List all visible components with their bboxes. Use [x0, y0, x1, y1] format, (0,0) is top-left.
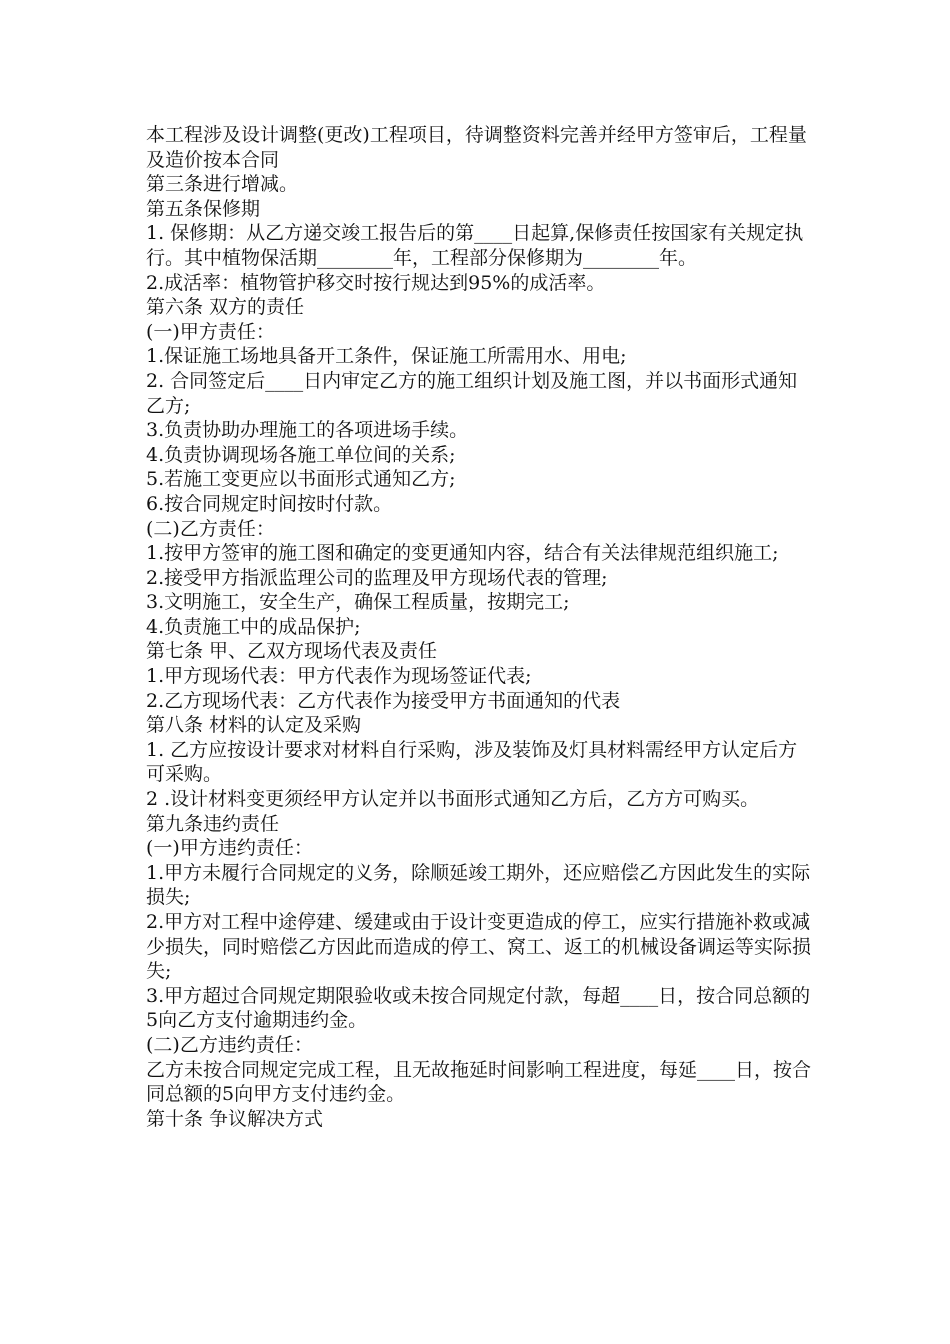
paragraph-line: 1.保证施工场地具备开工条件，保证施工所需用水、用电; — [146, 345, 627, 368]
subsection-heading: (一)甲方违约责任： — [146, 837, 313, 860]
paragraph-line: 1.甲方未履行合同规定的义务，除顺延竣工期外，还应赔偿乙方因此发生的实际损失; — [146, 861, 811, 909]
paragraph-line: 1. 保修期：从乙方递交竣工报告后的第____日起算,保修责任按国家有关规定执行。其中植物保活期________年，工程部分保修期为________年。 — [146, 222, 804, 269]
section-heading: 第八条 材料的认定及采购 — [146, 714, 362, 737]
paragraph-line: 3.文明施工，安全生产，确保工程质量，按期完工; — [146, 591, 570, 614]
paragraph-line: 6.按合同规定时间按时付款。 — [146, 492, 393, 515]
paragraph-line: 1. 乙方应按设计要求对材料自行采购，涉及装饰及灯具材料需经甲方认定后方可采购。 — [146, 738, 798, 786]
section-heading: 第五条保修期 — [146, 197, 261, 220]
paragraph-line: 2 .设计材料变更须经甲方认定并以书面形式通知乙方后，乙方方可购买。 — [146, 788, 760, 811]
paragraph-line: 4.负责协调现场各施工单位间的关系; — [146, 443, 456, 466]
paragraph-line: 2.乙方现场代表：乙方代表作为接受甲方书面通知的代表 — [146, 689, 621, 712]
paragraph-line: 2.接受甲方指派监理公司的监理及甲方现场代表的管理; — [146, 566, 608, 589]
section-heading: 第六条 双方的责任 — [146, 296, 305, 319]
paragraph-line: 2.甲方对工程中途停建、缓建或由于设计变更造成的停工，应实行措施补救或减少损失，同时赔偿乙方因此而造成的停工、窝工、返工的机械设备调运等实际损失; — [146, 911, 812, 983]
section-heading: 第十条 争议解决方式 — [146, 1107, 324, 1130]
subsection-heading: (一)甲方责任： — [146, 320, 275, 343]
paragraph-line: 本工程涉及设计调整(更改)工程项目，待调整资料完善并经甲方签审后，工程量及造价按本合同 — [146, 124, 807, 171]
paragraph-line: 乙方未按合同规定完成工程，且无故拖延时间影响工程进度，每延____日，按合同总额的5向甲方支付违约金。 — [146, 1058, 812, 1106]
document-body — [146, 123, 814, 1131]
paragraph-line: 1.按甲方签审的施工图和确定的变更通知内容，结合有关法律规范组织施工; — [146, 542, 779, 565]
paragraph-line: 第三条进行增减。 — [146, 173, 299, 196]
section-heading: 第七条 甲、乙双方现场代表及责任 — [146, 640, 438, 663]
paragraph-line: 5.若施工变更应以书面形式通知乙方; — [146, 468, 456, 491]
paragraph-line: 2. 合同签定后____日内审定乙方的施工组织计划及施工图，并以书面形式通知乙方; — [146, 369, 798, 417]
paragraph-line: 4.负责施工中的成品保护; — [146, 615, 361, 638]
paragraph-line: 3.甲方超过合同规定期限验收或未按合同规定付款，每超____日，按合同总额的5向乙方支付逾期违约金。 — [146, 984, 811, 1032]
subsection-heading: (二)乙方责任： — [146, 517, 275, 540]
subsection-heading: (二)乙方违约责任： — [146, 1033, 313, 1056]
paragraph-line: 2.成活率：植物管护移交时按行规达到95%的成活率。 — [146, 271, 606, 294]
paragraph-line: 1.甲方现场代表：甲方代表作为现场签证代表; — [146, 665, 532, 688]
paragraph-line: 3.负责协助办理施工的各项进场手续。 — [146, 419, 469, 442]
section-heading: 第九条违约责任 — [146, 812, 280, 835]
